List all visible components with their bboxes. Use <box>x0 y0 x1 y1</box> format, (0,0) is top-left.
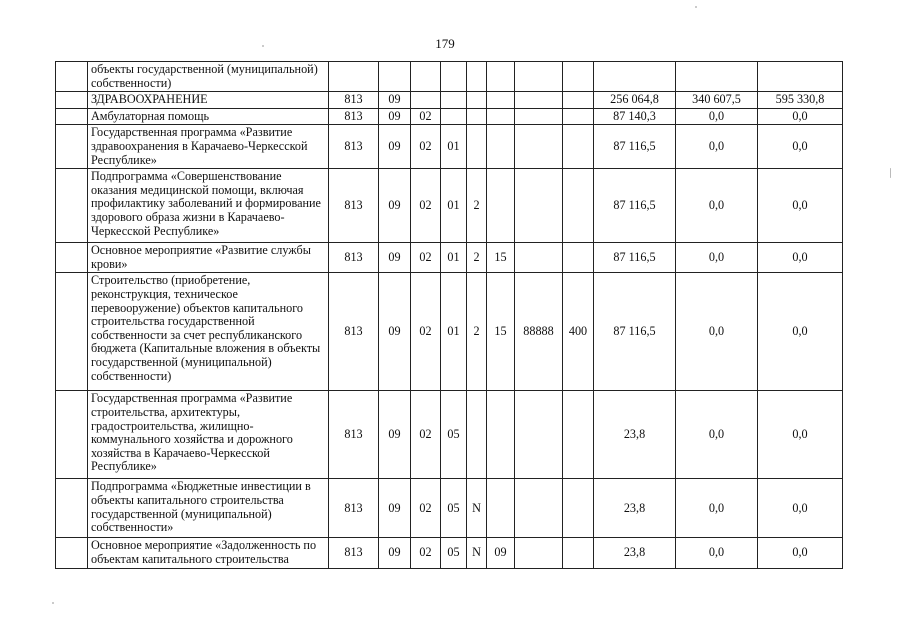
row-name-cell: ЗДРАВООХРАНЕНИЕ <box>88 92 329 109</box>
subprogram-code-cell <box>467 391 487 479</box>
row-name-cell: Государственная программа «Развитие строительства, архитектуры, градостроительства, жилищно-коммунального хозяйства и дорожного хозяйства в Карачаево-Черкесской Республике» <box>88 391 329 479</box>
admin-code-cell: 813 <box>329 243 379 273</box>
page-number: 179 <box>435 36 455 51</box>
year3-amount-cell <box>758 62 843 92</box>
year2-amount-cell: 340 607,5 <box>676 92 758 109</box>
program-code-cell: 05 <box>441 391 467 479</box>
section-code-cell: 09 <box>379 479 411 538</box>
subprogram-code-cell: 2 <box>467 273 487 391</box>
subsection-code-cell: 02 <box>411 169 441 243</box>
direction-code-cell <box>515 108 563 125</box>
event-code-cell <box>487 169 515 243</box>
event-code-cell <box>487 479 515 538</box>
subprogram-code-cell <box>467 108 487 125</box>
table-row <box>56 273 843 391</box>
year2-amount-cell: 0,0 <box>676 169 758 243</box>
expense-type-cell: 400 <box>563 273 594 391</box>
scan-dust <box>262 45 264 47</box>
direction-code-cell <box>515 479 563 538</box>
blank-margin-cell <box>56 62 88 92</box>
row-name-cell: Подпрограмма «Бюджетные инвестиции в объекты капитального строительства государственной (муниципальной) собственности» <box>88 479 329 538</box>
table-body <box>56 62 843 569</box>
table-row <box>56 538 843 568</box>
admin-code-cell: 813 <box>329 92 379 109</box>
subprogram-code-cell: 2 <box>467 169 487 243</box>
direction-code-cell <box>515 92 563 109</box>
direction-code-cell <box>515 62 563 92</box>
event-code-cell <box>487 125 515 169</box>
admin-code-cell: 813 <box>329 538 379 568</box>
year2-amount-cell: 0,0 <box>676 479 758 538</box>
blank-margin-cell <box>56 243 88 273</box>
event-code-cell <box>487 62 515 92</box>
year3-amount-cell: 0,0 <box>758 479 843 538</box>
row-name-cell: объекты государственной (муниципальной) собственности) <box>88 62 329 92</box>
direction-code-cell <box>515 125 563 169</box>
year2-amount-cell: 0,0 <box>676 538 758 568</box>
admin-code-cell: 813 <box>329 391 379 479</box>
event-code-cell: 15 <box>487 273 515 391</box>
event-code-cell: 09 <box>487 538 515 568</box>
subsection-code-cell <box>411 62 441 92</box>
blank-margin-cell <box>56 125 88 169</box>
row-name-cell: Строительство (приобретение, реконструкция, техническое перевооружение) объектов капитального строительства государственной собственности за счет республиканского бюджета (Капитальные вложения в объекты государственной (муниципальной) собственности) <box>88 273 329 391</box>
year3-amount-cell: 0,0 <box>758 243 843 273</box>
section-code-cell: 09 <box>379 169 411 243</box>
year2-amount-cell <box>676 62 758 92</box>
program-code-cell: 01 <box>441 273 467 391</box>
year1-amount-cell: 23,8 <box>594 538 676 568</box>
scan-dust <box>890 168 891 178</box>
admin-code-cell <box>329 62 379 92</box>
expense-type-cell <box>563 479 594 538</box>
blank-margin-cell <box>56 538 88 568</box>
section-code-cell: 09 <box>379 538 411 568</box>
direction-code-cell <box>515 538 563 568</box>
year3-amount-cell: 0,0 <box>758 273 843 391</box>
year3-amount-cell: 0,0 <box>758 169 843 243</box>
expense-type-cell <box>563 125 594 169</box>
section-code-cell: 09 <box>379 125 411 169</box>
event-code-cell: 15 <box>487 243 515 273</box>
year1-amount-cell: 87 116,5 <box>594 169 676 243</box>
table-row <box>56 62 843 92</box>
subprogram-code-cell <box>467 62 487 92</box>
year1-amount-cell: 256 064,8 <box>594 92 676 109</box>
subprogram-code-cell: N <box>467 538 487 568</box>
expense-type-cell <box>563 169 594 243</box>
blank-margin-cell <box>56 108 88 125</box>
table-row <box>56 169 843 243</box>
row-name-cell: Подпрограмма «Совершенствование оказания медицинской помощи, включая профилактику заболеваний и формирование здорового образа жизни в Карачаево-Черкесской Республике» <box>88 169 329 243</box>
direction-code-cell: 88888 <box>515 273 563 391</box>
blank-margin-cell <box>56 391 88 479</box>
scan-dust <box>52 602 54 604</box>
section-code-cell: 09 <box>379 243 411 273</box>
year3-amount-cell: 0,0 <box>758 538 843 568</box>
year2-amount-cell: 0,0 <box>676 391 758 479</box>
section-code-cell: 09 <box>379 92 411 109</box>
year1-amount-cell: 23,8 <box>594 391 676 479</box>
subprogram-code-cell <box>467 92 487 109</box>
blank-margin-cell <box>56 92 88 109</box>
expense-type-cell <box>563 92 594 109</box>
blank-margin-cell <box>56 273 88 391</box>
program-code-cell <box>441 108 467 125</box>
subsection-code-cell: 02 <box>411 538 441 568</box>
blank-margin-cell <box>56 169 88 243</box>
row-name-cell: Амбулаторная помощь <box>88 108 329 125</box>
budget-table <box>55 61 843 569</box>
year1-amount-cell: 87 116,5 <box>594 125 676 169</box>
section-code-cell: 09 <box>379 108 411 125</box>
table-row <box>56 243 843 273</box>
admin-code-cell: 813 <box>329 169 379 243</box>
year1-amount-cell: 87 116,5 <box>594 273 676 391</box>
subsection-code-cell: 02 <box>411 391 441 479</box>
table-row <box>56 108 843 125</box>
year3-amount-cell: 0,0 <box>758 125 843 169</box>
table-row <box>56 479 843 538</box>
program-code-cell: 01 <box>441 125 467 169</box>
expense-type-cell <box>563 62 594 92</box>
year2-amount-cell: 0,0 <box>676 108 758 125</box>
event-code-cell <box>487 108 515 125</box>
admin-code-cell: 813 <box>329 273 379 391</box>
table-row <box>56 92 843 109</box>
subprogram-code-cell: 2 <box>467 243 487 273</box>
subsection-code-cell <box>411 92 441 109</box>
program-code-cell: 01 <box>441 243 467 273</box>
program-code-cell: 05 <box>441 538 467 568</box>
program-code-cell <box>441 62 467 92</box>
row-name-cell: Основное мероприятие «Задолженность по объектам капитального строительства <box>88 538 329 568</box>
expense-type-cell <box>563 391 594 479</box>
expense-type-cell <box>563 243 594 273</box>
program-code-cell: 05 <box>441 479 467 538</box>
subprogram-code-cell <box>467 125 487 169</box>
scan-dust <box>695 6 697 8</box>
table-row <box>56 125 843 169</box>
subsection-code-cell: 02 <box>411 243 441 273</box>
subsection-code-cell: 02 <box>411 108 441 125</box>
year2-amount-cell: 0,0 <box>676 273 758 391</box>
admin-code-cell: 813 <box>329 125 379 169</box>
direction-code-cell <box>515 243 563 273</box>
year1-amount-cell <box>594 62 676 92</box>
year3-amount-cell: 0,0 <box>758 391 843 479</box>
year2-amount-cell: 0,0 <box>676 243 758 273</box>
section-code-cell: 09 <box>379 391 411 479</box>
row-name-cell: Основное мероприятие «Развитие службы крови» <box>88 243 329 273</box>
expense-type-cell <box>563 538 594 568</box>
year1-amount-cell: 23,8 <box>594 479 676 538</box>
year1-amount-cell: 87 116,5 <box>594 243 676 273</box>
blank-margin-cell <box>56 479 88 538</box>
expense-type-cell <box>563 108 594 125</box>
subsection-code-cell: 02 <box>411 479 441 538</box>
row-name-cell: Государственная программа «Развитие здравоохранения в Карачаево-Черкесской Республике» <box>88 125 329 169</box>
admin-code-cell: 813 <box>329 108 379 125</box>
program-code-cell <box>441 92 467 109</box>
direction-code-cell <box>515 391 563 479</box>
section-code-cell: 09 <box>379 273 411 391</box>
year3-amount-cell: 595 330,8 <box>758 92 843 109</box>
year3-amount-cell: 0,0 <box>758 108 843 125</box>
subsection-code-cell: 02 <box>411 273 441 391</box>
event-code-cell <box>487 92 515 109</box>
event-code-cell <box>487 391 515 479</box>
direction-code-cell <box>515 169 563 243</box>
admin-code-cell: 813 <box>329 479 379 538</box>
table-row <box>56 391 843 479</box>
subprogram-code-cell: N <box>467 479 487 538</box>
section-code-cell <box>379 62 411 92</box>
subsection-code-cell: 02 <box>411 125 441 169</box>
year2-amount-cell: 0,0 <box>676 125 758 169</box>
year1-amount-cell: 87 140,3 <box>594 108 676 125</box>
program-code-cell: 01 <box>441 169 467 243</box>
